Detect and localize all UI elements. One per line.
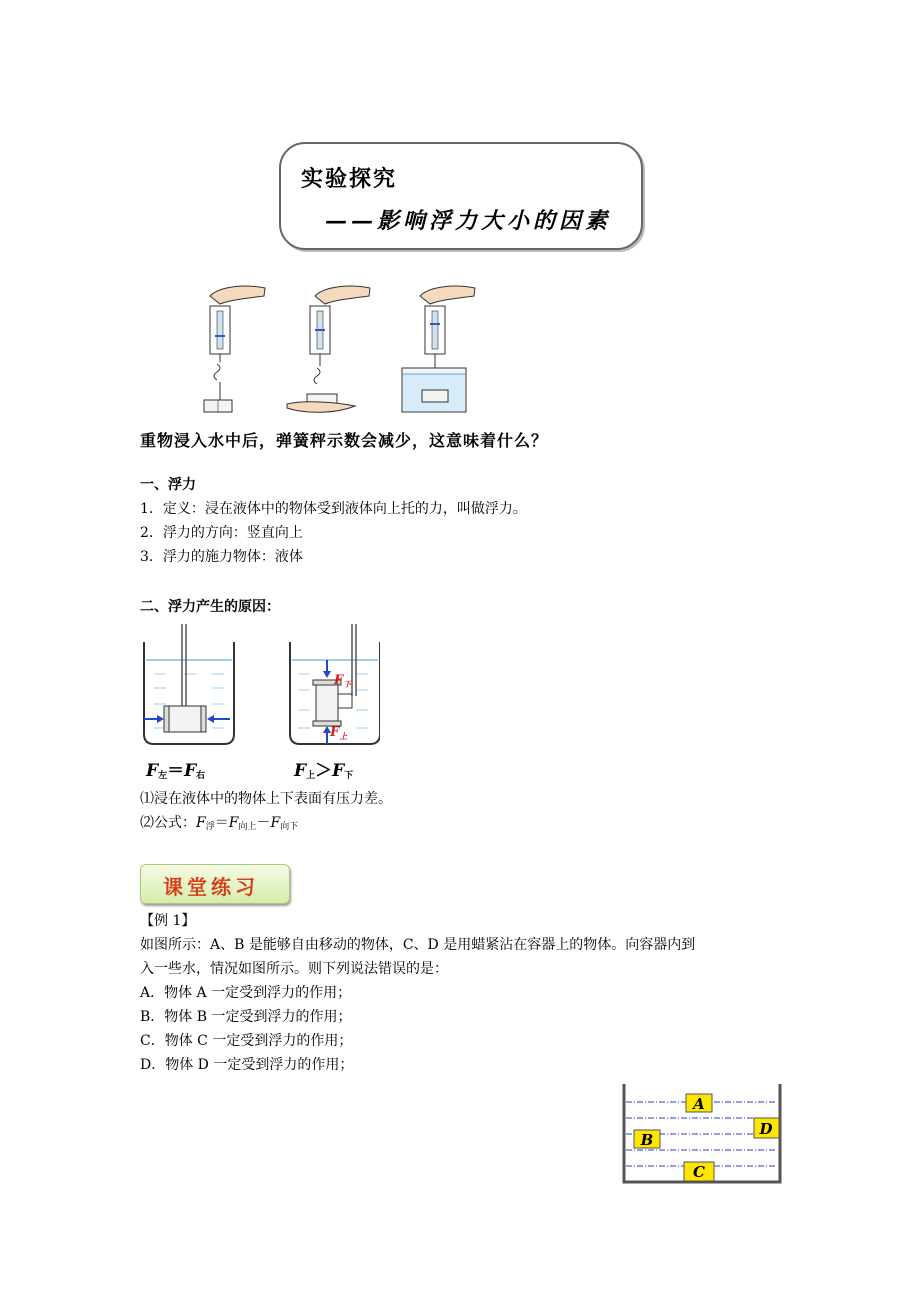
spring-scale-on-hand [287, 286, 370, 412]
svg-text:F下 [333, 673, 353, 689]
title-card [279, 142, 643, 250]
caption-up-greater-down: $F_上>F_下$ [294, 761, 354, 781]
section2-heading: 二、浮力产生的原因： [140, 599, 280, 615]
spring-scale-in-water [402, 286, 475, 412]
label-f-up: F [330, 725, 340, 740]
option-a: A．物体 A 一定受到浮力的作用； [140, 985, 352, 1001]
beaker-vertical-forces [290, 624, 380, 744]
block-c-label: C [693, 1163, 705, 1181]
svg-text:F上 [329, 725, 348, 741]
block-d-label: D [759, 1120, 773, 1138]
option-c: C．物体 C 一定受到浮力的作用； [140, 1033, 353, 1049]
section1-heading: 一、浮力 [140, 477, 196, 493]
spring-scale-illustrations [190, 278, 490, 418]
section2-point1: ⑴浸在液体中的物体上下表面有压力差。 [140, 791, 392, 807]
block-a-label: A [693, 1095, 705, 1113]
practice-badge-label: 课堂练习 [163, 875, 259, 899]
caption-left-right-equal: $F_左=F_右$ [146, 761, 206, 781]
label-f-down: F [334, 673, 344, 688]
label-f-up-sub: 上 [339, 731, 348, 741]
question-text: 重物浸入水中后，弹簧秤示数会减少，这意味着什么？ [140, 431, 549, 450]
block-b-label: B [640, 1131, 654, 1149]
title-line1: 实验探究 [301, 166, 398, 192]
example-label: 【例 1】 [140, 913, 196, 929]
beaker-horizontal-forces [144, 624, 234, 744]
container-blocks-diagram [620, 1084, 784, 1188]
section1-item-direction: 2．浮力的方向：竖直向上 [140, 525, 303, 541]
example-stem-line1: 如图所示：A、B 是能够自由移动的物体，C、D 是用蜡紧沾在容器上的物体。向容器内到 [140, 937, 696, 953]
pressure-difference-diagram [140, 624, 380, 754]
section1-item-definition: 1．定义：浸在液体中的物体受到液体向上托的力，叫做浮力。 [140, 501, 527, 517]
option-b: B．物体 B 一定受到浮力的作用； [140, 1009, 352, 1025]
label-f-down-sub: 下 [343, 679, 352, 689]
title-line2: ——影响浮力大小的因素 [325, 208, 612, 234]
section1-item-source: 3．浮力的施力物体：液体 [140, 549, 303, 565]
spring-scale-in-air [204, 286, 265, 412]
example-stem-line2: 入一些水，情况如图所示。则下列说法错误的是： [140, 961, 448, 977]
option-d: D．物体 D 一定受到浮力的作用； [140, 1057, 354, 1073]
practice-badge [140, 864, 290, 904]
section2-point2: ⑵公式：$F_浮=F_{向上}-F_{向下}$ [140, 815, 299, 832]
